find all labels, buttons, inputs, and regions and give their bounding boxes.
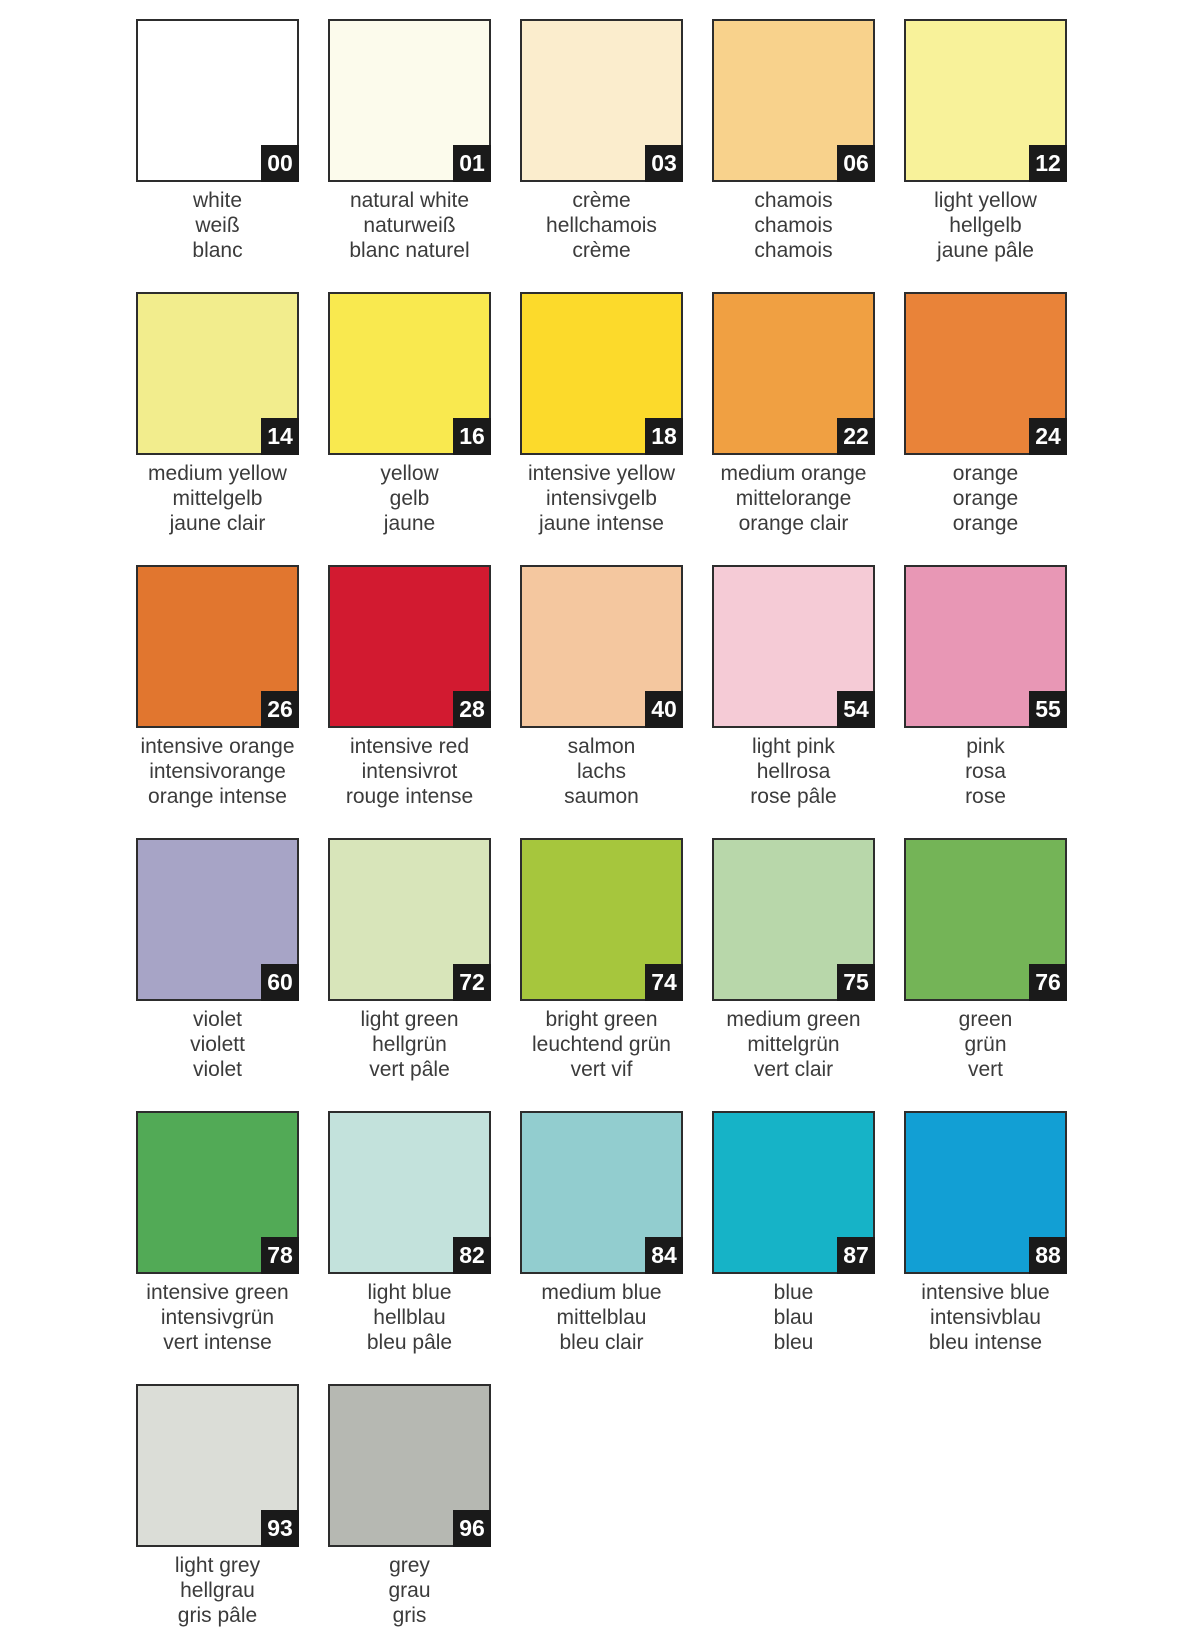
color-name-fr: bleu pâle bbox=[366, 1331, 453, 1354]
color-code-badge: 78 bbox=[261, 1237, 299, 1274]
color-swatch bbox=[520, 19, 683, 182]
color-swatch-cell bbox=[136, 19, 299, 263]
color-swatch bbox=[520, 292, 683, 455]
color-name-fr: bleu clair bbox=[559, 1331, 644, 1354]
color-code-badge: 18 bbox=[645, 418, 683, 455]
color-name-en: light yellow bbox=[934, 189, 1037, 212]
color-swatch-cell bbox=[136, 838, 299, 1082]
color-swatch bbox=[904, 838, 1067, 1001]
color-code-badge: 26 bbox=[261, 691, 299, 728]
color-code-badge: 93 bbox=[261, 1510, 299, 1547]
color-code-badge: 72 bbox=[453, 964, 491, 1001]
color-labels bbox=[520, 188, 683, 263]
color-name-fr: gris pâle bbox=[177, 1604, 258, 1627]
color-swatch-cell bbox=[712, 1111, 875, 1355]
color-labels bbox=[904, 461, 1067, 536]
color-name-fr: vert bbox=[967, 1058, 1003, 1081]
color-name-de: leuchtend grün bbox=[532, 1033, 671, 1056]
color-labels bbox=[136, 188, 299, 263]
color-name-en: crème bbox=[572, 189, 631, 212]
color-swatch bbox=[904, 292, 1067, 455]
color-name-fr: blanc bbox=[192, 239, 243, 262]
color-name-en: light blue bbox=[367, 1281, 452, 1304]
color-name-fr: crème bbox=[572, 239, 631, 262]
color-name-de: grün bbox=[964, 1033, 1007, 1056]
color-name-de: chamois bbox=[754, 214, 833, 237]
color-labels bbox=[712, 461, 875, 536]
color-swatch-cell bbox=[520, 292, 683, 536]
color-swatch-cell bbox=[328, 1384, 491, 1628]
color-labels bbox=[136, 1553, 299, 1628]
color-code-badge: 82 bbox=[453, 1237, 491, 1274]
color-name-de: rosa bbox=[965, 760, 1006, 783]
color-name-de: naturweiß bbox=[363, 214, 456, 237]
color-swatch bbox=[136, 565, 299, 728]
color-swatch bbox=[136, 1384, 299, 1547]
color-name-en: light pink bbox=[752, 735, 835, 758]
color-name-de: gelb bbox=[389, 487, 430, 510]
color-name-en: blue bbox=[773, 1281, 814, 1304]
color-name-fr: jaune clair bbox=[169, 512, 266, 535]
color-swatch bbox=[136, 292, 299, 455]
color-swatch bbox=[712, 838, 875, 1001]
color-name-fr: gris bbox=[392, 1604, 427, 1627]
color-name-fr: chamois bbox=[754, 239, 833, 262]
color-name-fr: bleu intense bbox=[928, 1331, 1043, 1354]
color-swatch-cell bbox=[712, 565, 875, 809]
color-swatch-cell bbox=[520, 1111, 683, 1355]
color-swatch-cell bbox=[136, 565, 299, 809]
color-name-de: intensivblau bbox=[930, 1306, 1041, 1329]
color-labels bbox=[904, 734, 1067, 809]
color-name-en: intensive green bbox=[146, 1281, 289, 1304]
color-name-en: light grey bbox=[174, 1554, 261, 1577]
color-labels bbox=[712, 1007, 875, 1082]
color-swatch bbox=[520, 838, 683, 1001]
color-labels bbox=[328, 1280, 491, 1355]
color-swatch bbox=[136, 19, 299, 182]
color-name-en: salmon bbox=[567, 735, 636, 758]
color-code-badge: 87 bbox=[837, 1237, 875, 1274]
color-name-en: medium green bbox=[726, 1008, 861, 1031]
color-code-badge: 03 bbox=[645, 145, 683, 182]
color-labels bbox=[520, 734, 683, 809]
color-code-badge: 55 bbox=[1029, 691, 1067, 728]
color-swatch bbox=[712, 1111, 875, 1274]
color-labels bbox=[520, 461, 683, 536]
color-swatch-cell bbox=[328, 19, 491, 263]
color-name-de: intensivrot bbox=[361, 760, 458, 783]
color-name-en: bright green bbox=[545, 1008, 658, 1031]
color-swatch bbox=[328, 19, 491, 182]
color-name-de: mittelgrün bbox=[747, 1033, 840, 1056]
color-name-en: medium orange bbox=[720, 462, 867, 485]
color-name-en: orange bbox=[952, 462, 1019, 485]
color-code-badge: 96 bbox=[453, 1510, 491, 1547]
color-name-fr: orange clair bbox=[738, 512, 849, 535]
color-name-en: intensive orange bbox=[140, 735, 295, 758]
color-labels bbox=[328, 734, 491, 809]
color-swatch-cell bbox=[904, 838, 1067, 1082]
color-swatch-cell bbox=[520, 565, 683, 809]
color-swatch-cell bbox=[712, 292, 875, 536]
color-name-de: blau bbox=[773, 1306, 814, 1329]
color-name-en: medium blue bbox=[541, 1281, 662, 1304]
color-name-de: hellchamois bbox=[546, 214, 657, 237]
color-swatch bbox=[904, 565, 1067, 728]
color-name-de: intensivorange bbox=[149, 760, 286, 783]
color-swatch-cell bbox=[328, 565, 491, 809]
color-name-de: lachs bbox=[576, 760, 627, 783]
color-code-badge: 75 bbox=[837, 964, 875, 1001]
color-labels bbox=[712, 188, 875, 263]
color-swatch bbox=[328, 1384, 491, 1547]
color-labels bbox=[904, 1007, 1067, 1082]
color-code-badge: 22 bbox=[837, 418, 875, 455]
color-code-badge: 12 bbox=[1029, 145, 1067, 182]
color-code-badge: 84 bbox=[645, 1237, 683, 1274]
color-code-badge: 28 bbox=[453, 691, 491, 728]
color-labels bbox=[136, 461, 299, 536]
color-swatch-cell bbox=[904, 19, 1067, 263]
color-swatch-cell bbox=[904, 1111, 1067, 1355]
color-name-en: natural white bbox=[349, 189, 470, 212]
color-name-en: medium yellow bbox=[148, 462, 287, 485]
color-name-de: orange bbox=[952, 487, 1019, 510]
color-name-en: intensive red bbox=[349, 735, 470, 758]
color-swatch-cell bbox=[136, 292, 299, 536]
color-name-en: pink bbox=[966, 735, 1005, 758]
color-swatch bbox=[136, 838, 299, 1001]
color-swatch-cell bbox=[136, 1384, 299, 1628]
color-name-de: hellgrau bbox=[180, 1579, 255, 1602]
color-code-badge: 16 bbox=[453, 418, 491, 455]
color-name-de: mittelblau bbox=[556, 1306, 647, 1329]
color-name-fr: violet bbox=[192, 1058, 243, 1081]
color-swatch bbox=[328, 292, 491, 455]
color-labels bbox=[520, 1280, 683, 1355]
color-name-fr: rouge intense bbox=[345, 785, 474, 808]
color-name-de: weiß bbox=[195, 214, 240, 237]
color-labels bbox=[712, 734, 875, 809]
color-swatch-cell bbox=[712, 838, 875, 1082]
color-code-badge: 00 bbox=[261, 145, 299, 182]
color-code-badge: 24 bbox=[1029, 418, 1067, 455]
color-name-de: hellgelb bbox=[949, 214, 1022, 237]
color-code-badge: 01 bbox=[453, 145, 491, 182]
color-labels bbox=[904, 1280, 1067, 1355]
color-name-de: mittelorange bbox=[735, 487, 852, 510]
color-swatch-cell bbox=[328, 292, 491, 536]
color-name-en: intensive blue bbox=[921, 1281, 1050, 1304]
color-labels bbox=[328, 1553, 491, 1628]
color-name-en: chamois bbox=[754, 189, 833, 212]
color-name-fr: vert vif bbox=[570, 1058, 633, 1081]
color-name-en: intensive yellow bbox=[527, 462, 676, 485]
color-swatch bbox=[904, 1111, 1067, 1274]
color-name-en: white bbox=[192, 189, 243, 212]
color-labels bbox=[712, 1280, 875, 1355]
color-labels bbox=[136, 1007, 299, 1082]
color-name-de: mittelgelb bbox=[172, 487, 263, 510]
color-swatch bbox=[904, 19, 1067, 182]
color-name-fr: bleu bbox=[773, 1331, 814, 1354]
color-code-badge: 74 bbox=[645, 964, 683, 1001]
color-labels bbox=[136, 734, 299, 809]
color-name-en: green bbox=[958, 1008, 1013, 1031]
color-name-fr: vert intense bbox=[163, 1331, 272, 1354]
color-name-de: grau bbox=[388, 1579, 431, 1602]
color-swatch bbox=[136, 1111, 299, 1274]
color-swatch bbox=[712, 565, 875, 728]
color-swatch-cell bbox=[136, 1111, 299, 1355]
color-name-de: hellblau bbox=[373, 1306, 446, 1329]
color-swatch-cell bbox=[520, 19, 683, 263]
color-swatch bbox=[712, 292, 875, 455]
color-name-fr: rose pâle bbox=[750, 785, 837, 808]
color-name-de: hellrosa bbox=[756, 760, 831, 783]
color-swatch bbox=[520, 565, 683, 728]
color-swatch-cell bbox=[904, 565, 1067, 809]
color-labels bbox=[328, 188, 491, 263]
color-swatch-cell bbox=[712, 19, 875, 263]
color-name-fr: jaune intense bbox=[539, 512, 664, 535]
color-code-badge: 76 bbox=[1029, 964, 1067, 1001]
color-swatch bbox=[328, 838, 491, 1001]
color-name-en: light green bbox=[360, 1008, 459, 1031]
color-labels bbox=[904, 188, 1067, 263]
color-swatch bbox=[520, 1111, 683, 1274]
color-swatch-cell bbox=[520, 838, 683, 1082]
color-name-fr: saumon bbox=[564, 785, 639, 808]
color-code-badge: 40 bbox=[645, 691, 683, 728]
color-swatch-cell bbox=[904, 292, 1067, 536]
color-code-badge: 54 bbox=[837, 691, 875, 728]
color-code-badge: 88 bbox=[1029, 1237, 1067, 1274]
color-name-de: intensivgelb bbox=[546, 487, 657, 510]
color-swatch-cell bbox=[328, 838, 491, 1082]
color-name-fr: jaune pâle bbox=[937, 239, 1034, 262]
color-labels bbox=[520, 1007, 683, 1082]
color-name-fr: vert pâle bbox=[369, 1058, 450, 1081]
color-code-badge: 06 bbox=[837, 145, 875, 182]
color-swatch bbox=[328, 1111, 491, 1274]
color-name-en: grey bbox=[389, 1554, 430, 1577]
color-labels bbox=[136, 1280, 299, 1355]
color-name-fr: blanc naturel bbox=[349, 239, 470, 262]
color-name-en: violet bbox=[192, 1008, 243, 1031]
color-name-fr: orange bbox=[952, 512, 1019, 535]
color-name-de: hellgrün bbox=[372, 1033, 447, 1056]
color-name-fr: jaune bbox=[383, 512, 436, 535]
color-name-fr: vert clair bbox=[753, 1058, 834, 1081]
color-code-badge: 60 bbox=[261, 964, 299, 1001]
color-name-fr: rose bbox=[965, 785, 1006, 808]
color-labels bbox=[328, 1007, 491, 1082]
color-name-fr: orange intense bbox=[148, 785, 287, 808]
color-name-de: intensivgrün bbox=[160, 1306, 275, 1329]
color-swatch bbox=[328, 565, 491, 728]
color-name-de: violett bbox=[190, 1033, 245, 1056]
color-code-badge: 14 bbox=[261, 418, 299, 455]
color-swatch-cell bbox=[328, 1111, 491, 1355]
color-swatch bbox=[712, 19, 875, 182]
color-labels bbox=[328, 461, 491, 536]
color-name-en: yellow bbox=[380, 462, 439, 485]
